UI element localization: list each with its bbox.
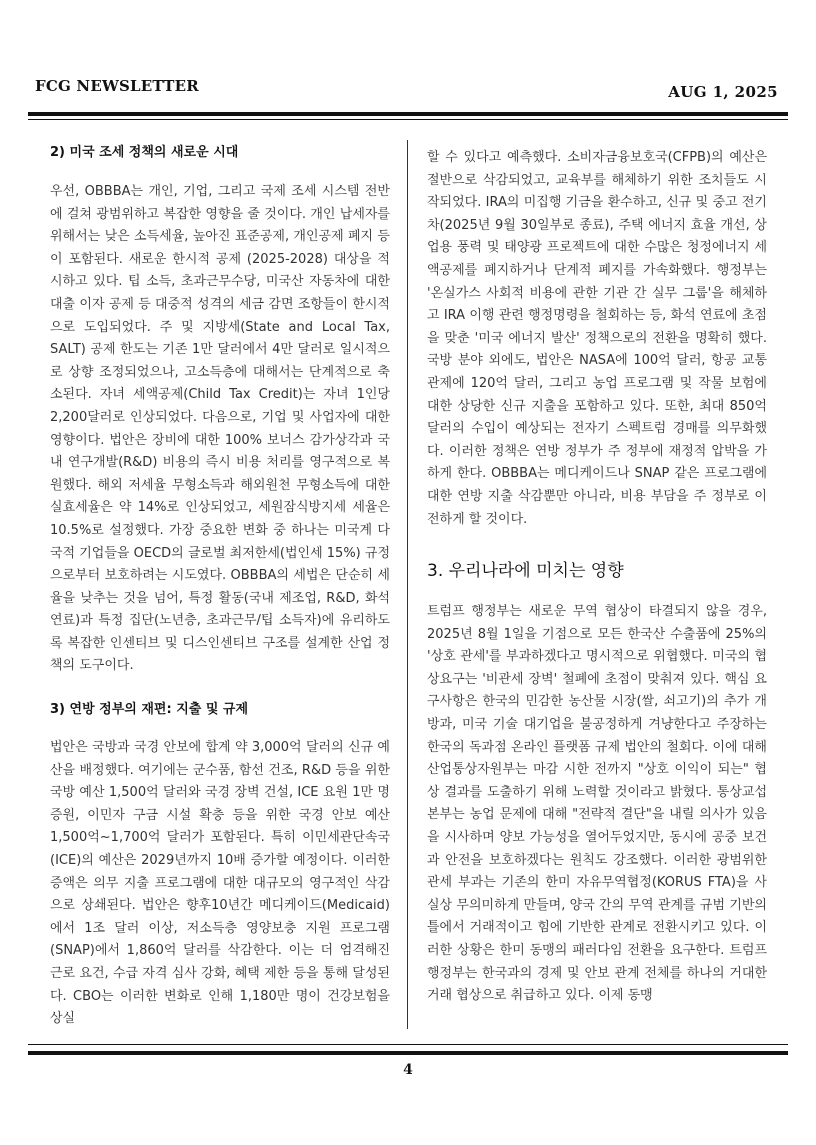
left-column (50, 141, 390, 1031)
newsletter-title: FCG NEWSLETTER (35, 77, 199, 95)
subheading-tax-policy: 2) 미국 조세 정책의 새로운 시대 (50, 145, 239, 160)
issue-date: AUG 1, 2025 (668, 83, 778, 101)
header-rule-thin (28, 119, 788, 120)
right-column (427, 147, 767, 1008)
paragraph-federal-restructuring: 법안은 국방과 국경 안보에 합계 약 3,000억 달러의 신규 예산을 배정했다. 여기에는 군수품, 함선 건조, R&D 등을 위한 국방 예산 1,500억 달러와 국경 장벽 건설, ICE 요원 1만 명 증원, 이민자 구금 시설 확충 등을 위한 국경 안보 예산 1,500억~1,700억 달러가 포함된다. 특히 이민세관단속국(ICE)의 예산은 2029년까지 10배 증가할 예정이다. 이러한 증액은 의무 지출 프로그램에 대한 대규모의 영구적인 삭감으로 상쇄된다. 법안은 향후10년간 메디케이드(Medicaid)에서 1조 달러 이상, 저소득층 영양보충 지원 프로그램(SNAP)에서 1,860억 달러를 삭감한다. 이는 더 엄격해진 근로 요건, 수급 자격 심사 강화, 혜택 제한 등을 통해 달성된다. CBO는 이러한 변화로 인해 1,180만 명이 건강보험을 상실 (50, 740, 390, 1027)
footer-rule-thin (28, 1044, 788, 1045)
paragraph-spending-continued: 할 수 있다고 예측했다. 소비자금융보호국(CFPB)의 예산은 절반으로 삭감되었고, 교육부를 해체하기 위한 조치들도 시작되었다. IRA의 미집행 기금을 환수하고, 신규 및 중고 전기차(2025년 9월 30일부로 종료), 주택 에너지 효율 개선, 상업용 풍력 및 태양광 프로젝트에 대한 수많은 청정에너지 세액공제를 폐지하거나 단계적 폐지를 가속화했다. 행정부는 '온실가스 사회적 비용에 관한 기관 간 실무 그룹'을 해체하고 IRA 이행 관련 행정명령을 철회하는 등, 화석 연료에 초점을 맞춘 '미국 에너지 발산' 정책으로의 전환을 명확히 했다. 국방 분야 외에도, 법안은 NASA에 100억 달러, 항공 교통 관제에 120억 달러, 그리고 농업 프로그램 및 작물 보험에 대한 상당한 신규 지출을 포함하고 있다. 또한, 최대 850억 달러의 수입이 예상되는 전자기 스펙트럼 경매를 의무화했다. 이러한 정책은 연방 정부가 주 정부에 재정적 압박을 가하게 한다. OBBBA는 메디케이드나 SNAP 같은 프로그램에 대한 연방 지출 삭감뿐만 아니라, 비용 부담을 주 정부로 이전하게 할 것이다. (427, 150, 767, 527)
paragraph-tax-policy: 우선, OBBBA는 개인, 기업, 그리고 국제 조세 시스템 전반에 걸쳐 광범위하고 복잡한 영향을 줄 것이다. 개인 납세자를 위해서는 낮은 소득세율, 높아진 표준공제, 개인공제 폐지 등이 포함된다. 새로운 한시적 공제 (2025-2028) 대상을 적시하고 있다. 팁 소득, 초과근무수당, 미국산 자동차에 대한 대출 이자 공제 등 대중적 성격의 세금 감면 조항들이 한시적으로 도입되었다. 주 및 지방세(State and Local Tax, SALT) 공제 한도는 기존 1만 달러에서 4만 달러로 일시적으로 상향 조정되었으나, 고소득층에 대해서는 단계적으로 축소된다. 자녀 세액공제(Child Tax Credit)는 자녀 1인당 2,200달러로 인상되었다. 다음으로, 기업 및 사업자에 대한 영향이다. 법안은 장비에 대한 100% 보너스 감가상각과 국내 연구개발(R&D) 비용의 즉시 비용 처리를 영구적으로 복원했다. 해외 저세율 무형소득과 해외원천 무형소득에 대한 실효세율은 약 14%로 인상되었고, 세원잠식방지세 세율은 10.5%로 설정했다. 가장 중요한 변화 중 하나는 미국계 다국적 기업들을 OECD의 글로벌 최저한세(법인세 15%) 규정으로부터 보호하려는 시도였다. OBBBA의 세법은 단순히 세율을 낮추는 것을 넘어, 특정 활동(국내 제조업, R&D, 화석 연료)과 특정 집단(노년층, 초과근무/팁 소득자)에 유리하도록 복잡한 인센티브 및 디스인센티브 구조를 설계한 산업 정책의 도구이다. (50, 184, 390, 674)
page-number: 4 (403, 1062, 413, 1078)
footer-rule-thick (28, 1051, 788, 1055)
section-title-korea-impact: 3. 우리나라에 미치는 영향 (427, 561, 624, 582)
header-rule-thick (28, 112, 788, 116)
subheading-federal-restructuring: 3) 연방 정부의 재편: 지출 및 규제 (50, 702, 249, 718)
paragraph-korea-impact: 트럼프 행정부는 새로운 무역 협상이 타결되지 않을 경우, 2025년 8월 1일을 기점으로 모든 한국산 수출품에 25%의 '상호 관세'를 부과하겠다고 명시적으로 위협했다. 미국의 협상요구는 '비관세 장벽' 철폐에 초점이 맞춰져 있다. 핵심 요구사항은 한국의 민감한 농산물 시장(쌀, 쇠고기)의 추가 개방과, 미국 기술 대기업을 불공정하게 겨냥한다고 주장하는 한국의 독과점 온라인 플랫폼 규제 법안의 철회다. 이에 대해 산업통상자원부는 마감 시한 전까지 "상호 이익이 되는" 협상 결과를 도출하기 위해 노력할 것이라고 밝혔다. 통상교섭본부는 농업 문제에 대해 "전략적 결단"을 내릴 의사가 있음을 시사하며 양보 가능성을 열어두었지만, 동시에 공중 보건과 안전을 보호하겠다는 원칙도 강조했다. 이러한 광범위한 관세 부과는 기존의 한미 자유무역협정(KORUS FTA)을 사실상 무의미하게 만들며, 양국 간의 무역 관계를 규범 기반의 틀에서 거래적이고 힘에 기반한 관계로 전환시키고 있다. 이러한 상황은 한미 동맹의 패러다임 전환을 요구한다. 트럼프 행정부는 한국과의 경제 및 안보 관계 전체를 하나의 거대한 거래 협상으로 취급하고 있다. 이제 동맹 (427, 604, 767, 1004)
column-divider (407, 140, 408, 1029)
